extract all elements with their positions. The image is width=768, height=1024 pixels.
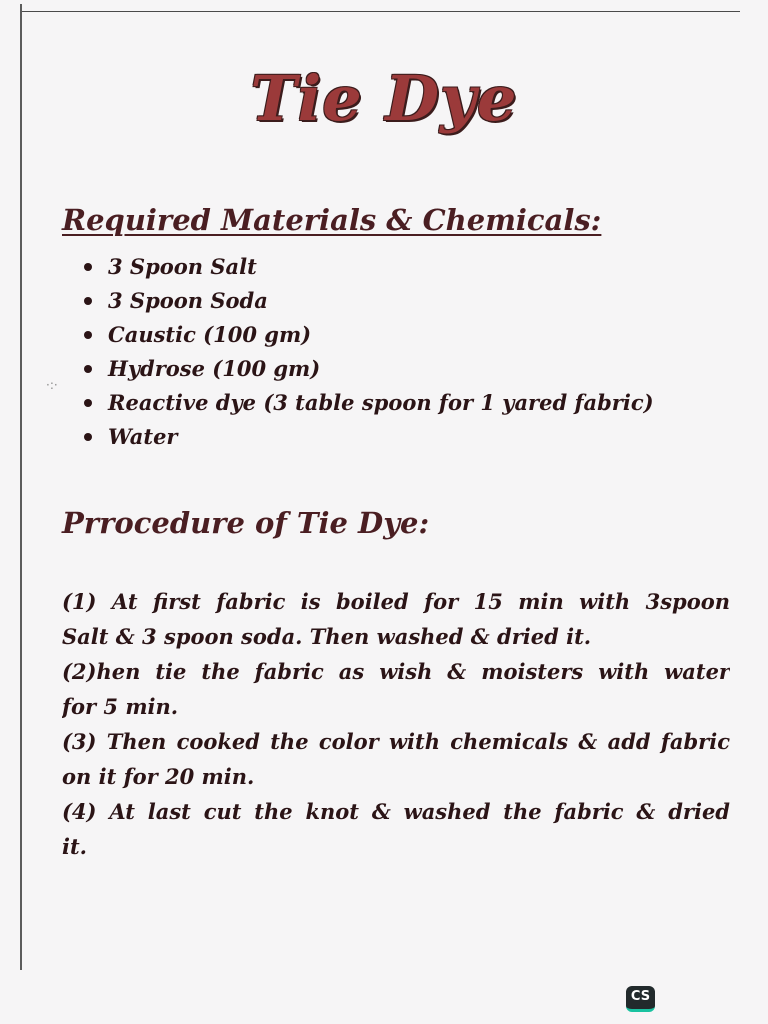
procedure-line: Salt & 3 spoon soda. Then washed & dried it. [62, 624, 592, 649]
page-top-edge [20, 11, 740, 12]
material-text: Reactive dye (3 table spoon for 1 yared fabric) [108, 390, 654, 415]
procedure-text [62, 584, 730, 864]
list-item [108, 420, 654, 454]
bullet-icon [84, 331, 92, 339]
bullet-icon [84, 263, 92, 271]
material-text: Caustic (100 gm) [108, 322, 312, 347]
list-item [108, 250, 654, 284]
material-text: Hydrose (100 gm) [108, 356, 321, 381]
list-item [108, 284, 654, 318]
page-title: Tie Dye [250, 62, 518, 135]
material-text: Water [108, 424, 178, 449]
camscanner-logo-icon: CS [626, 986, 655, 1012]
procedure-line: (3) Then cooked the color with chemicals & add fabric [62, 729, 730, 754]
list-item [108, 352, 654, 386]
materials-list [108, 250, 654, 454]
material-text: 3 Spoon Soda [108, 288, 268, 313]
bullet-icon [84, 433, 92, 441]
materials-heading: Required Materials & Chemicals: [62, 203, 602, 237]
procedure-heading: Prrocedure of Tie Dye: [62, 506, 430, 540]
procedure-line: (4) At last cut the knot & washed the fabric & dried [62, 799, 730, 824]
procedure-line: (2)hen tie the fabric as wish & moisters with water [62, 659, 730, 684]
procedure-line: (1) At first fabric is boiled for 15 min with 3spoon [62, 589, 730, 614]
bullet-icon [84, 365, 92, 373]
procedure-line: on it for 20 min. [62, 764, 255, 789]
procedure-line: it. [62, 834, 87, 859]
bullet-icon [84, 399, 92, 407]
list-item [108, 386, 654, 420]
material-text: 3 Spoon Salt [108, 254, 257, 279]
procedure-line: for 5 min. [62, 694, 179, 719]
list-item [108, 318, 654, 352]
bullet-icon [84, 297, 92, 305]
scan-smudge: ·:· [46, 378, 58, 392]
page-left-edge [20, 4, 22, 970]
